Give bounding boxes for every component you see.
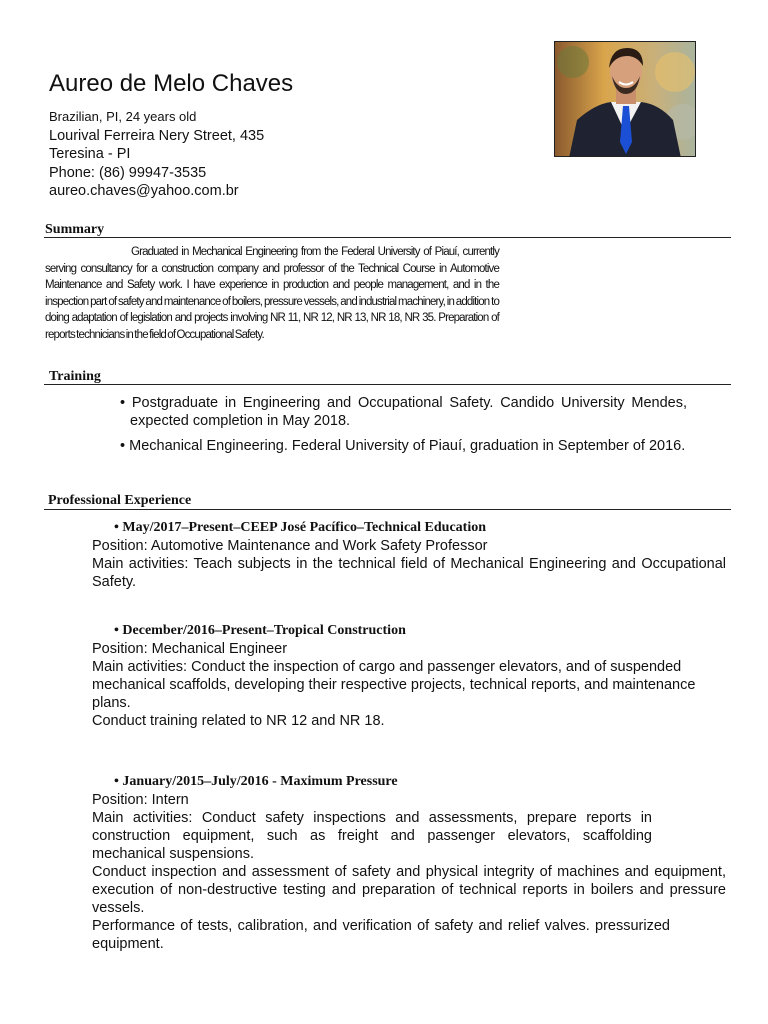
summary-text: Graduated in Mechanical Engineering from the Federal University of Piauí, currently serving consultancy for a construction company and professor of the Technical Course in Automotive Maintenance and Safety work. I have experience in production and people management, and in the inspection part of safety and maintenance of boilers, pressure vessels, and industrial machinery, in addition to doing adaptation of legislation and projects involving NR 11, NR 12, NR 13, NR 18, NR 35. Preparation of reports technicians in the field of Occupational Safety.: [45, 246, 499, 341]
contact-email: aureo.chaves@yahoo.com.br: [49, 183, 239, 199]
job-position: Position: Intern: [92, 792, 189, 808]
job-heading-text: January/2015–July/2016 - Maximum Pressure: [122, 774, 398, 789]
job-entry: [92, 773, 726, 953]
job-heading: • May/2017–Present–CEEP José Pacífico–Technical Education: [114, 520, 487, 535]
contact-street: Lourival Ferreira Nery Street, 435: [49, 127, 265, 144]
training-item: • Mechanical Engineering. Federal University of Piauí, graduation in September of 2016.: [120, 438, 686, 454]
job-entry: [92, 622, 726, 730]
training-item-text: Mechanical Engineering. Federal University of Piauí, graduation in September of 2016.: [129, 438, 686, 454]
job-heading: • December/2016–Present–Tropical Construction: [114, 623, 406, 638]
job-position: Position: Automotive Maintenance and Work Safety Professor: [92, 538, 488, 554]
job-heading-text: May/2017–Present–CEEP José Pacífico–Technical Education: [122, 520, 487, 535]
contact-phone: Phone: (86) 99947-3535: [49, 164, 207, 181]
contact-block: [49, 108, 264, 201]
contact-nationality: Brazilian, PI, 24 years old: [49, 109, 197, 124]
training-list: [105, 394, 687, 462]
job-activity: Conduct training related to NR 12 and NR 18.: [92, 713, 385, 729]
summary-divider: [44, 237, 731, 238]
job-position: Position: Mechanical Engineer: [92, 641, 288, 657]
job-heading-text: December/2016–Present–Tropical Construction: [122, 623, 406, 638]
job-activity: Main activities: Teach subjects in the technical field of Mechanical Engineering and Occupational Safety.: [92, 556, 726, 590]
training-title: Training: [49, 369, 101, 384]
training-item-text: Postgraduate in Engineering and Occupational Safety. Candido University Mendes, expected completion in May 2018.: [130, 395, 688, 429]
candidate-name: Aureo de Melo Chaves: [49, 70, 294, 97]
training-divider: [44, 384, 731, 385]
job-activity: Performance of tests, calibration, and verification of safety and relief valves. pressurized equipment.: [92, 918, 670, 952]
contact-city: Teresina - PI: [49, 146, 131, 162]
job-activity: Conduct inspection and assessment of safety and physical integrity of machines and equipment, execution of non-destructive testing and preparation of technical reports in boilers and pressure vessels.: [92, 864, 726, 916]
experience-title: Professional Experience: [48, 493, 192, 508]
profile-photo: [554, 41, 696, 157]
job-activity: Main activities: Conduct the inspection of cargo and passenger elevators, and of suspended mechanical scaffolds, developing their respective projects, technical reports, and maintenance plans.: [92, 659, 696, 711]
job-activity: Main activities: Conduct safety inspections and assessments, prepare reports in construction equipment, such as freight and passenger elevators, scaffolding mechanical suspensions.: [92, 810, 652, 862]
experience-divider: [44, 509, 731, 510]
job-heading: • January/2015–July/2016 - Maximum Pressure: [114, 774, 398, 789]
training-item: • Postgraduate in Engineering and Occupational Safety. Candido University Mendes, expected completion in May 2018.: [120, 395, 688, 429]
job-entry: [92, 519, 726, 591]
summary-title: Summary: [45, 222, 105, 237]
